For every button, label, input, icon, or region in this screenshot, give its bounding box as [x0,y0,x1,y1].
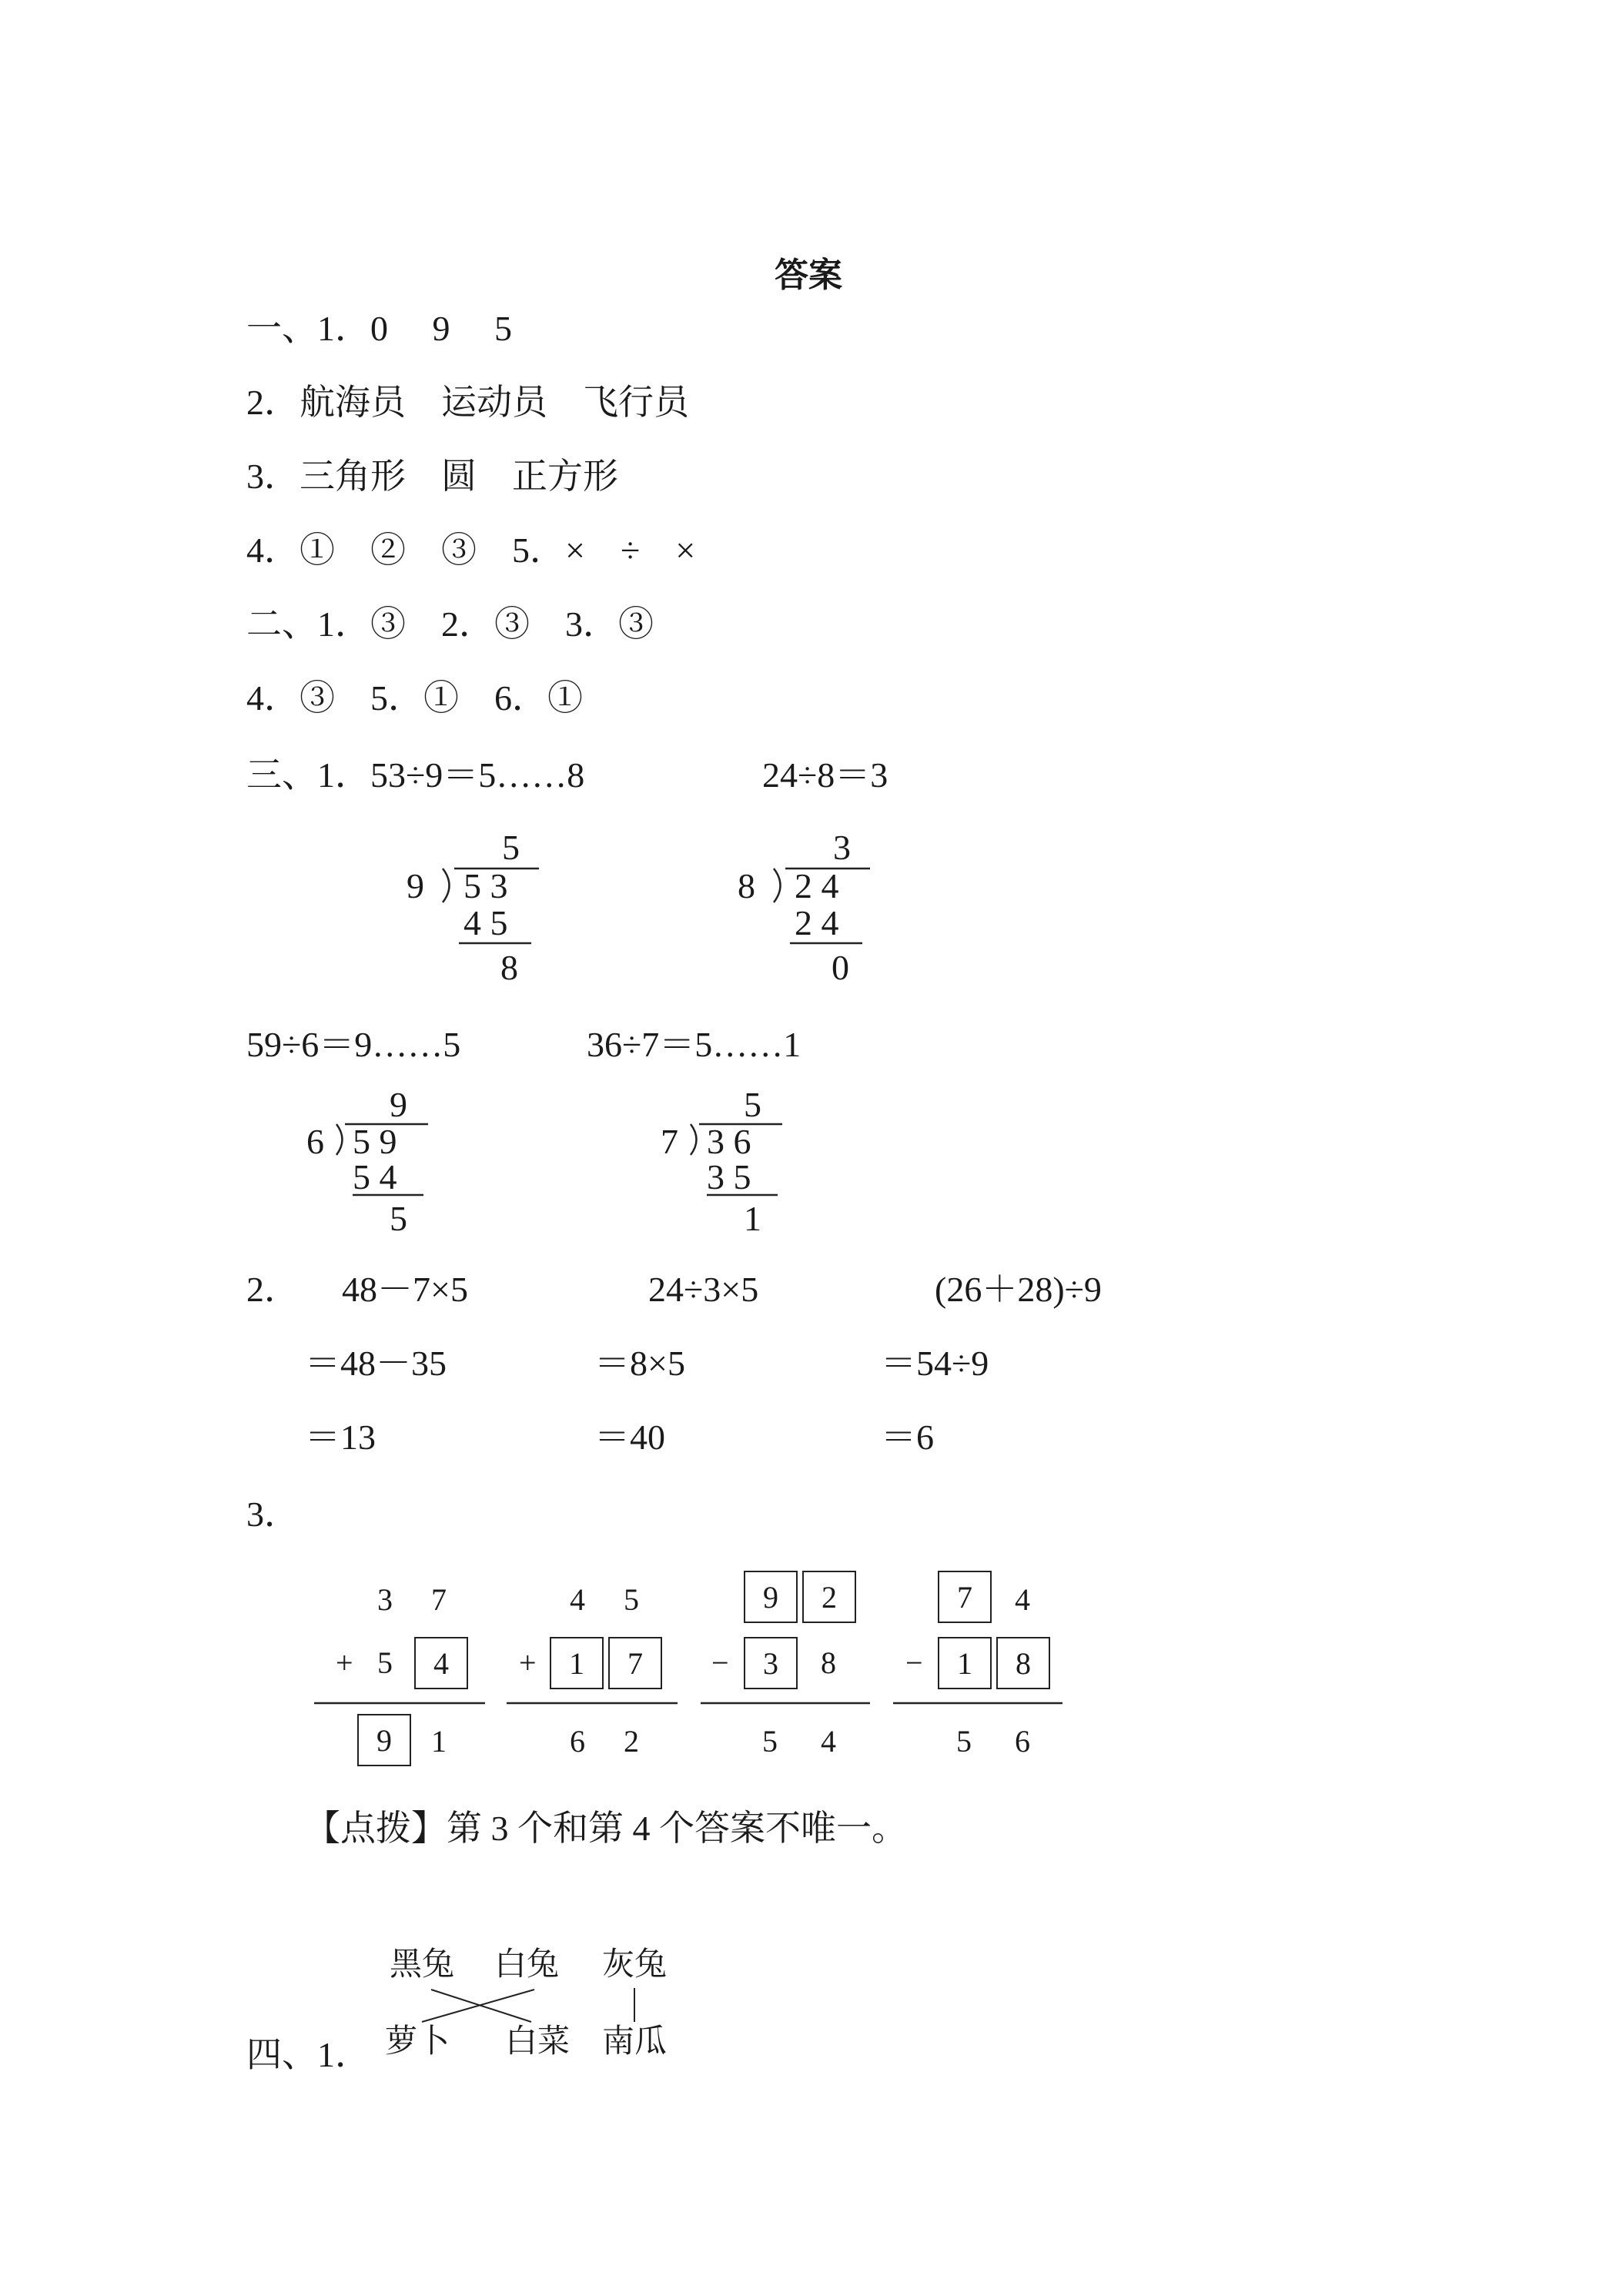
match-item: 萝卜 [385,2022,450,2060]
answer-box: 4 [414,1637,468,1689]
calc-step: 48－7×5 [342,1270,468,1309]
remainder: 1 [744,1199,761,1238]
product: 5 4 [353,1157,397,1197]
digit: 6 [1015,1724,1030,1759]
calc-step: (26＋28)÷9 [935,1270,1102,1309]
match-item: 黑兔 [390,1945,455,1983]
match-item: 白菜 [505,2022,571,2060]
divisor: 8 [738,866,755,905]
digit: 4 [1015,1582,1030,1617]
answer-box: 9 [357,1714,411,1766]
quotient: 3 [833,828,851,867]
product: 4 5 [463,903,508,942]
dividend: 5 3 [463,866,508,905]
digit: 8 [821,1645,836,1680]
answer-box: 3 [744,1637,798,1689]
match-item: 南瓜 [602,2022,668,2060]
dividend: 5 9 [353,1122,397,1161]
remainder: 8 [500,948,518,987]
division-bracket [336,1124,343,1155]
division-equation: 36÷7＝5……1 [587,1025,801,1064]
divisor: 9 [407,866,424,905]
product: 2 4 [795,903,839,942]
calc-step: ＝13 [305,1417,376,1457]
answer-line: 一、1．0 9 5 [246,309,512,348]
question-label: 3． [246,1494,300,1534]
operator: − [711,1645,729,1680]
digit: 5 [762,1724,778,1759]
match-item: 灰兔 [602,1945,668,1983]
answer-box: 8 [996,1637,1050,1689]
remainder: 0 [832,948,849,987]
quotient: 5 [744,1085,761,1124]
answer-line: 4．① ② ③ 5．× ÷ × [246,530,696,570]
answer-box: 9 [744,1571,798,1623]
divisor: 7 [661,1122,678,1161]
calc-step: ＝48－35 [305,1344,447,1383]
calc-step: ＝40 [594,1417,665,1457]
digit: 5 [624,1582,639,1617]
calc-step: ＝6 [881,1417,934,1457]
quotient: 9 [390,1085,407,1124]
hint-text: 【点拨】第 3 个和第 4 个答案不唯一。 [305,1809,907,1848]
digit: 4 [821,1724,836,1759]
answer-line: 2．航海员 运动员 飞行员 [246,383,689,422]
answer-line: 二、1．③ 2．③ 3．③ [246,604,654,644]
digit: 4 [570,1582,585,1617]
division-equation: 三、1．53÷9＝5……8 [246,755,585,795]
answer-box: 7 [938,1571,992,1623]
division-bracket [774,869,781,902]
answer-box: 7 [608,1637,662,1689]
question-label: 四、1． [246,2035,370,2074]
page-title: 答案 [775,256,842,295]
calc-step: ＝8×5 [594,1344,685,1383]
dividend: 3 6 [707,1122,751,1161]
digit: 1 [431,1724,447,1759]
calc-step: ＝54÷9 [881,1344,989,1383]
division-equation: 24÷8＝3 [762,755,888,795]
digit: 7 [431,1582,447,1617]
product: 3 5 [707,1157,751,1197]
digit: 5 [377,1645,393,1680]
answer-line: 3．三角形 圆 正方形 [246,457,618,496]
digit: 5 [956,1724,972,1759]
digit: 3 [377,1582,393,1617]
answer-box: 1 [938,1637,992,1689]
quotient: 5 [502,828,520,867]
division-bracket [691,1124,697,1155]
remainder: 5 [390,1199,407,1238]
answer-box: 2 [802,1571,856,1623]
dividend: 2 4 [795,866,839,905]
operator: + [336,1645,353,1680]
answer-box: 1 [550,1637,604,1689]
digit: 2 [624,1724,639,1759]
operator: + [519,1645,537,1680]
divisor: 6 [306,1122,324,1161]
division-equation: 59÷6＝9……5 [246,1025,461,1064]
question-label: 2． [246,1270,300,1309]
operator: − [905,1645,923,1680]
match-item: 白兔 [494,1945,560,1983]
answer-line: 4．③ 5．① 6．① [246,678,583,718]
digit: 6 [570,1724,585,1759]
calc-step: 24÷3×5 [648,1270,759,1309]
division-bracket [443,869,450,902]
